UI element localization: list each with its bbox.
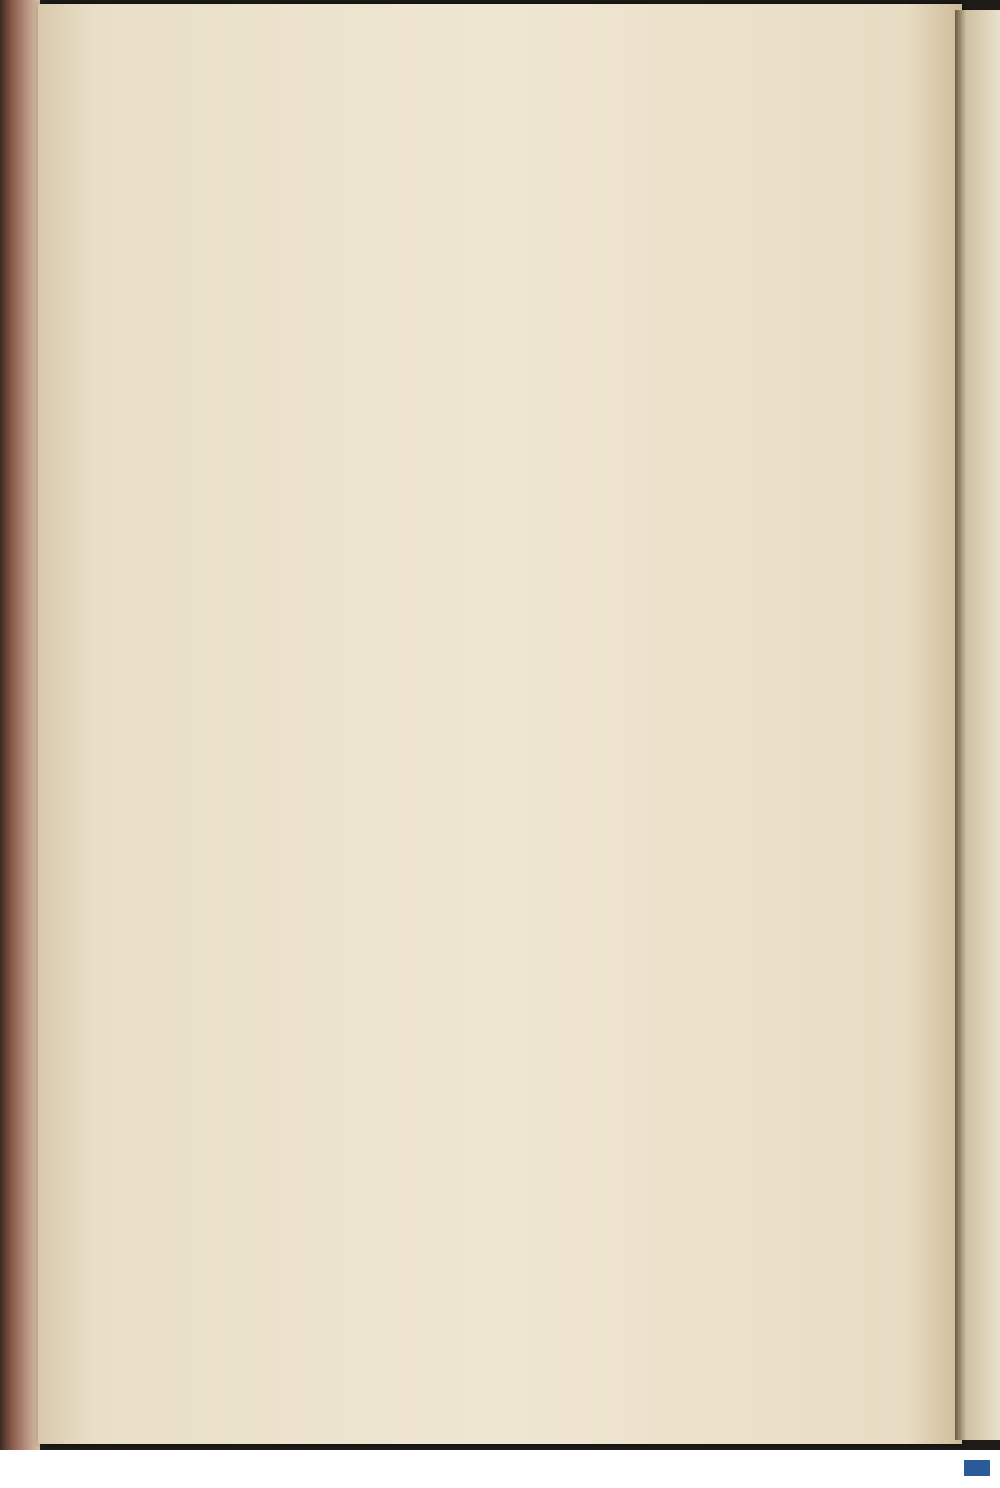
footer-bar: [0, 1450, 1000, 1488]
book-page: [38, 4, 962, 1444]
dfg-logo: [964, 1460, 990, 1476]
facing-page-edge: [955, 10, 1000, 1440]
book-left-edge: [0, 0, 40, 1450]
